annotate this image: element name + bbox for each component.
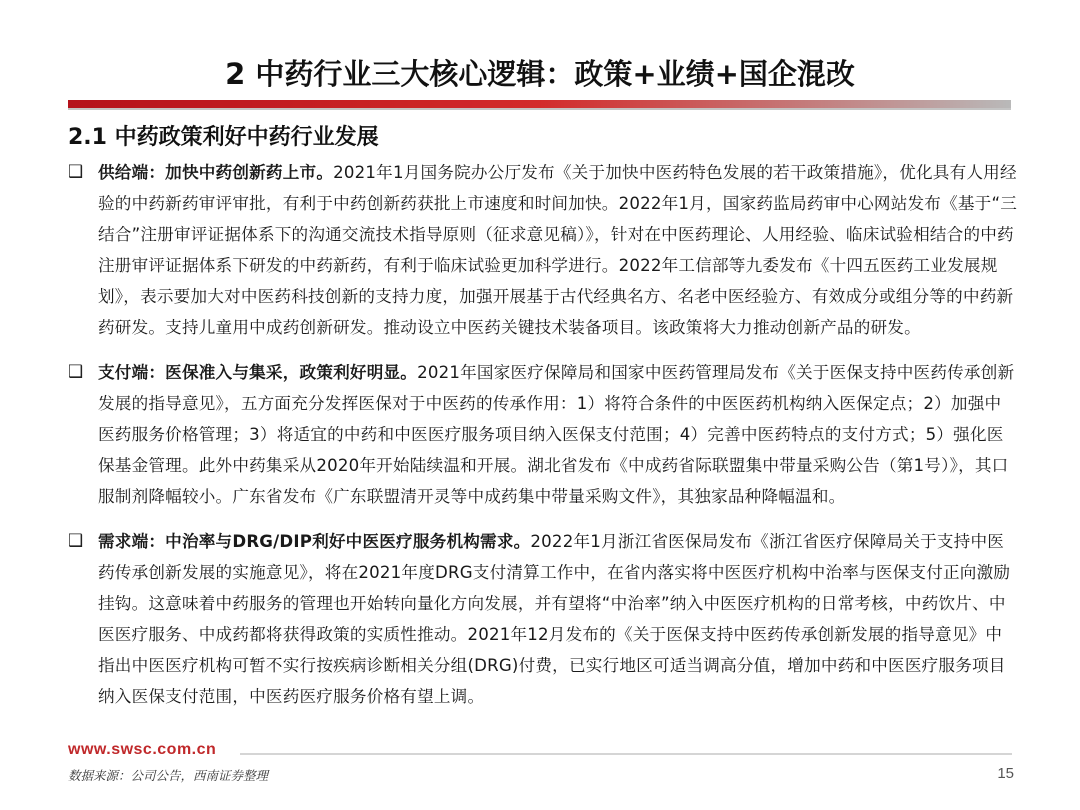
bullet-lead: 需求端：中治率与DRG/DIP利好中医医疗服务机构需求。 <box>98 532 531 551</box>
bullet-payment-side <box>68 357 1018 512</box>
footer-divider <box>240 753 1012 755</box>
content-body <box>68 157 1018 726</box>
bullet-text: 2021年国家医疗保障局和国家中医药管理局发布《关于医保支持中医药传承创新发展的指导意见》，五方面充分发挥医保对于中医药的传承作用：1）将符合条件的中医医药机构纳入医保定点；2）加强中医药服务价格管理；3）将适宜的中药和中医医疗服务项目纳入医保支付范围；4）完善中医药特点的支付方式；5）强化医保基金管理。此外中药集采从2020年开始陆续温和开展。湖北省发布《中成药省际联盟集中带量采购公告（第1号）》，其口服制剂降幅较小。广东省发布《广东联盟清开灵等中成药集中带量采购文件》，其独家品种降幅温和。 <box>98 363 1015 506</box>
bullet-text: 2022年1月浙江省医保局发布《浙江省医疗保障局关于支持中医药传承创新发展的实施意见》，将在2021年度DRG支付清算工作中，在省内落实将中医医疗机构中治率与医保支付正向激励挂钩。这意味着中药服务的管理也开始转向量化方向发展，并有望将“中治率”纳入中医医疗机构的日常考核，中药饮片、中医医疗服务、中成药都将获得政策的实质性推动。2021年12月发布的《关于医保支持中医药传承创新发展的指导意见》中指出中医医疗机构可暂不实行按疾病诊断相关分组(DRG)付费，已实行地区可适当调高分值，增加中药和中医医疗服务项目纳入医保支付范围，中医药医疗服务价格有望上调。 <box>98 532 1011 706</box>
bullet-supply-side <box>68 157 1018 343</box>
title-divider <box>68 100 1011 108</box>
checkbox-bullet-icon: ❑ <box>68 162 84 182</box>
bullet-text: 2021年1月国务院办公厅发布《关于加快中医药特色发展的若干政策措施》，优化具有人用经验的中药新药审评审批，有利于中药创新药获批上市速度和时间加快。2022年1月，国家药监局药审中心网站发布《基于“三结合”注册审评证据体系下的沟通交流技术指导原则（征求意见稿）》，针对在中医药理论、人用经验、临床试验相结合的中药注册审评证据体系下研发的中药新药，有利于临床试验更加科学进行。2022年工信部等九委发布《十四五医药工业发展规划》，表示要加大对中医药科技创新的支持力度，加强开展基于古代经典名方、名老中医经验方、有效成分或组分等的中药新药研发。支持儿童用中成药创新研发。推动设立中医药关键技术装备项目。该政策将大力推动创新产品的研发。 <box>98 163 1018 337</box>
bullet-demand-side <box>68 526 1018 712</box>
title-divider-shadow <box>68 108 1011 110</box>
section-title: 2.1 中药政策利好中药行业发展 <box>68 125 379 150</box>
bullet-lead: 支付端：医保准入与集采，政策利好明显。 <box>98 363 418 382</box>
footer-website-link[interactable]: www.swsc.com.cn <box>68 741 217 758</box>
checkbox-bullet-icon: ❑ <box>68 531 84 551</box>
footer-source: 数据来源：公司公告，西南证券整理 <box>68 768 269 783</box>
checkbox-bullet-icon: ❑ <box>68 362 84 382</box>
bullet-lead: 供给端：加快中药创新药上市。 <box>98 163 334 182</box>
page-title: 2 中药行业三大核心逻辑：政策+业绩+国企混改 <box>225 57 855 91</box>
page-number: 15 <box>997 765 1014 782</box>
